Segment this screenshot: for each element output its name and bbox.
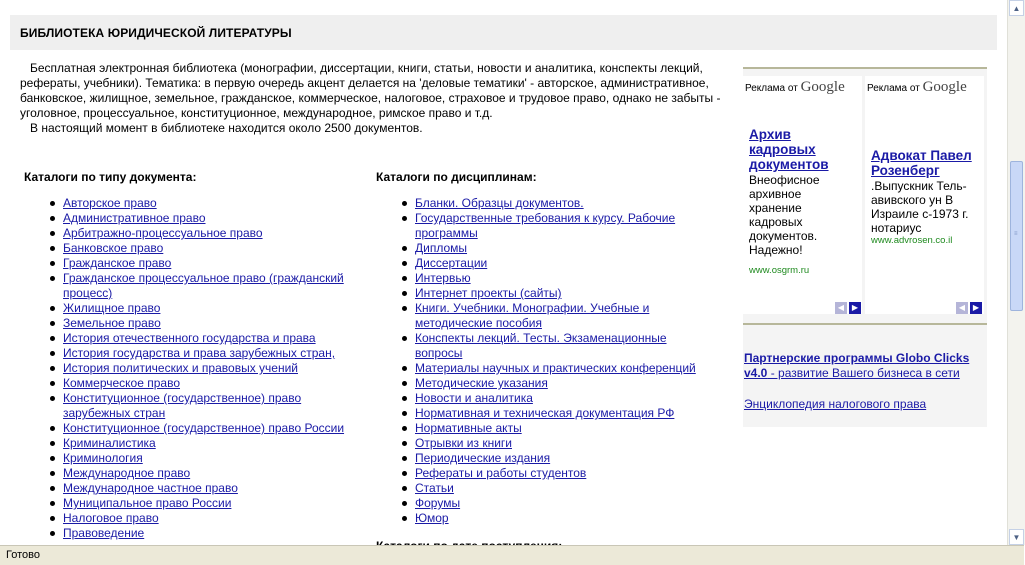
catalog-discipline-link[interactable]: Новости и аналитика xyxy=(415,391,533,405)
catalog-discipline-list xyxy=(415,196,715,526)
catalog-discipline-link[interactable]: Юмор xyxy=(415,511,449,525)
partner-link-rest[interactable]: - развитие Вашего бизнеса в сети xyxy=(767,366,960,380)
catalog-type-link[interactable]: История отечественного государства и права xyxy=(63,331,316,345)
catalog-type-link[interactable]: Земельное право xyxy=(63,316,161,330)
catalog-discipline-link[interactable]: Дипломы xyxy=(415,241,468,255)
catalog-discipline-link[interactable]: Методические указания xyxy=(415,376,548,390)
status-bar xyxy=(0,545,1024,565)
catalog-discipline-link[interactable]: Нормативная и техническая документация РФ xyxy=(415,406,675,420)
catalog-type-link[interactable]: Конституционное (государственное) право России xyxy=(63,421,345,435)
list-item xyxy=(63,211,363,226)
catalog-type-link[interactable]: Муниципальное право России xyxy=(63,496,232,510)
catalog-discipline-link[interactable]: Нормативные акты xyxy=(415,421,522,435)
ad-2-text: .Выпускник Тель-авивского ун В Израиле с-1973 г. нотариус xyxy=(871,179,969,235)
catalog-discipline-link[interactable]: Государственные требования к курсу. Рабочие программы xyxy=(415,211,676,240)
list-item xyxy=(415,196,715,211)
catalog-type-link[interactable]: Административное право xyxy=(63,211,206,225)
list-item xyxy=(63,331,363,346)
catalog-discipline-link[interactable]: Интервью xyxy=(415,271,471,285)
catalog-discipline-link[interactable]: Интернет проекты (сайты) xyxy=(415,286,562,300)
vertical-scrollbar[interactable] xyxy=(1007,0,1025,545)
ad-next-arrow-icon[interactable]: ▶ xyxy=(849,302,861,314)
list-item xyxy=(415,466,715,481)
google-logo: Google xyxy=(922,79,967,95)
list-item xyxy=(63,196,363,211)
catalog-discipline-link[interactable]: Книги. Учебники. Монографии. Учебные и методические пособия xyxy=(415,301,650,330)
catalog-type-link[interactable]: Авторское право xyxy=(63,196,157,210)
ad-label: Реклама от Google xyxy=(745,79,845,95)
catalog-type-link[interactable]: Арбитражно-процессуальное право xyxy=(63,226,263,240)
ad-next-arrow-icon[interactable]: ▶ xyxy=(970,302,982,314)
list-item xyxy=(63,421,363,436)
catalog-type-link[interactable]: Налоговое право xyxy=(63,511,159,525)
list-item xyxy=(415,271,715,286)
catalog-type-link[interactable]: Международное частное право xyxy=(63,481,238,495)
catalog-type-link[interactable]: История государства и права зарубежных стран, xyxy=(63,346,336,360)
list-item xyxy=(415,496,715,511)
catalog-discipline-title: Каталоги по дисциплинам: xyxy=(376,170,537,184)
list-item xyxy=(63,361,363,376)
tax-encyclopedia-link[interactable]: Энциклопедия налогового права xyxy=(744,397,927,411)
grip-icon: ≡ xyxy=(1014,231,1018,237)
list-item xyxy=(415,361,715,376)
page-title: БИБЛИОТЕКА ЮРИДИЧЕСКОЙ ЛИТЕРАТУРЫ xyxy=(20,26,292,40)
list-item xyxy=(63,526,363,541)
ads-panel xyxy=(743,67,987,427)
list-item xyxy=(415,301,715,331)
scroll-thumb[interactable] xyxy=(1010,161,1023,311)
list-item xyxy=(63,511,363,526)
catalog-type-link[interactable]: Криминология xyxy=(63,451,143,465)
catalog-type-list xyxy=(63,196,363,541)
list-item xyxy=(415,376,715,391)
list-item xyxy=(415,391,715,406)
partner-programs xyxy=(744,351,984,381)
list-item xyxy=(63,451,363,466)
catalog-discipline-link[interactable]: Рефераты и работы студентов xyxy=(415,466,587,480)
ad-label: Реклама от Google xyxy=(867,79,967,95)
list-item xyxy=(415,406,715,421)
catalog-type-title: Каталоги по типу документа: xyxy=(24,170,197,184)
list-item xyxy=(415,286,715,301)
page-header xyxy=(10,15,997,50)
ad-prev-arrow-icon[interactable]: ◀ xyxy=(835,302,847,314)
catalog-discipline-link[interactable]: Бланки. Образцы документов. xyxy=(415,196,584,210)
list-item xyxy=(415,421,715,436)
catalog-type-link[interactable]: Гражданское право xyxy=(63,256,172,270)
catalog-discipline-link[interactable]: Форумы xyxy=(415,496,461,510)
ad-1-text: Внеофисное архивное хранение кадровых документов. Надежно! xyxy=(749,173,820,257)
catalog-type-link[interactable]: Криминалистика xyxy=(63,436,156,450)
catalog-discipline-link[interactable]: Диссертации xyxy=(415,256,488,270)
intro-count: В настоящий момент в библиотеке находится около 2500 документов. xyxy=(30,121,423,135)
list-item xyxy=(415,436,715,451)
catalog-discipline-link[interactable]: Конспекты лекций. Тесты. Экзаменационные вопросы xyxy=(415,331,667,360)
list-item xyxy=(415,481,715,496)
list-item xyxy=(415,451,715,466)
ads-divider xyxy=(743,67,987,69)
list-item xyxy=(63,256,363,271)
catalog-type-link[interactable]: Гражданское процессуальное право (гражданский процесс) xyxy=(63,271,344,300)
list-item xyxy=(63,301,363,316)
catalog-discipline-link[interactable]: Статьи xyxy=(415,481,454,495)
list-item xyxy=(63,316,363,331)
catalog-discipline-link[interactable]: Материалы научных и практических конференций xyxy=(415,361,696,375)
list-item xyxy=(63,241,363,256)
list-item xyxy=(63,391,363,421)
list-item xyxy=(63,481,363,496)
ads-divider xyxy=(743,323,987,325)
list-item xyxy=(63,226,363,241)
catalog-type-link[interactable]: Международное право xyxy=(63,466,191,480)
scroll-down-icon[interactable]: ▼ xyxy=(1009,529,1024,545)
ad-2-url[interactable]: www.advrosen.co.il xyxy=(871,235,953,246)
catalog-type-link[interactable]: Банковское право xyxy=(63,241,164,255)
catalog-type-link[interactable]: Конституционное (государственное) право зарубежных стран xyxy=(63,391,302,420)
scroll-up-icon[interactable]: ▲ xyxy=(1009,0,1024,16)
catalog-type-link[interactable]: Коммерческое право xyxy=(63,376,180,390)
list-item xyxy=(415,241,715,256)
catalog-type-link[interactable]: Жилищное право xyxy=(63,301,161,315)
ad-unit-2 xyxy=(865,76,984,314)
status-text: Готово xyxy=(6,549,40,561)
catalog-type-link[interactable]: Правоведение xyxy=(63,526,145,540)
ad-unit-1 xyxy=(743,76,862,314)
ad-prev-arrow-icon[interactable]: ◀ xyxy=(956,302,968,314)
list-item xyxy=(415,331,715,361)
catalog-discipline-link[interactable]: Периодические издания xyxy=(415,451,551,465)
intro-paragraph: Бесплатная электронная библиотека (монографии, диссертации, книги, статьи, новости и аналитика, конспекты лекций, рефераты, учебники). Тематика: в первую очередь акцент делается на 'деловые тематики' - авторское, административное, банковское, жилищное, земельное, гражданское, коммерческое, налоговое, страховое и трудовое право, однако не забыты - уголовное, процессуальное, конституционное, международное, римское право и т.д. xyxy=(20,61,721,120)
ad-2-title-link[interactable]: Адвокат Павел Розенберг xyxy=(871,148,972,178)
list-item xyxy=(63,271,363,301)
google-logo: Google xyxy=(800,79,845,95)
list-item xyxy=(415,211,715,241)
intro-text xyxy=(20,61,730,136)
list-item xyxy=(63,436,363,451)
list-item xyxy=(63,466,363,481)
list-item xyxy=(63,376,363,391)
ad-1-title-link[interactable]: Архив кадровых документов xyxy=(749,127,829,172)
list-item xyxy=(415,511,715,526)
list-item xyxy=(63,346,363,361)
catalog-discipline-link[interactable]: Отрывки из книги xyxy=(415,436,512,450)
list-item xyxy=(415,256,715,271)
catalog-type-link[interactable]: История политических и правовых учений xyxy=(63,361,298,375)
partner-link[interactable]: Партнерские программы Globo Clicks v4.0 xyxy=(744,351,970,380)
ad-1-url[interactable]: www.osgrm.ru xyxy=(749,265,810,276)
list-item xyxy=(63,496,363,511)
